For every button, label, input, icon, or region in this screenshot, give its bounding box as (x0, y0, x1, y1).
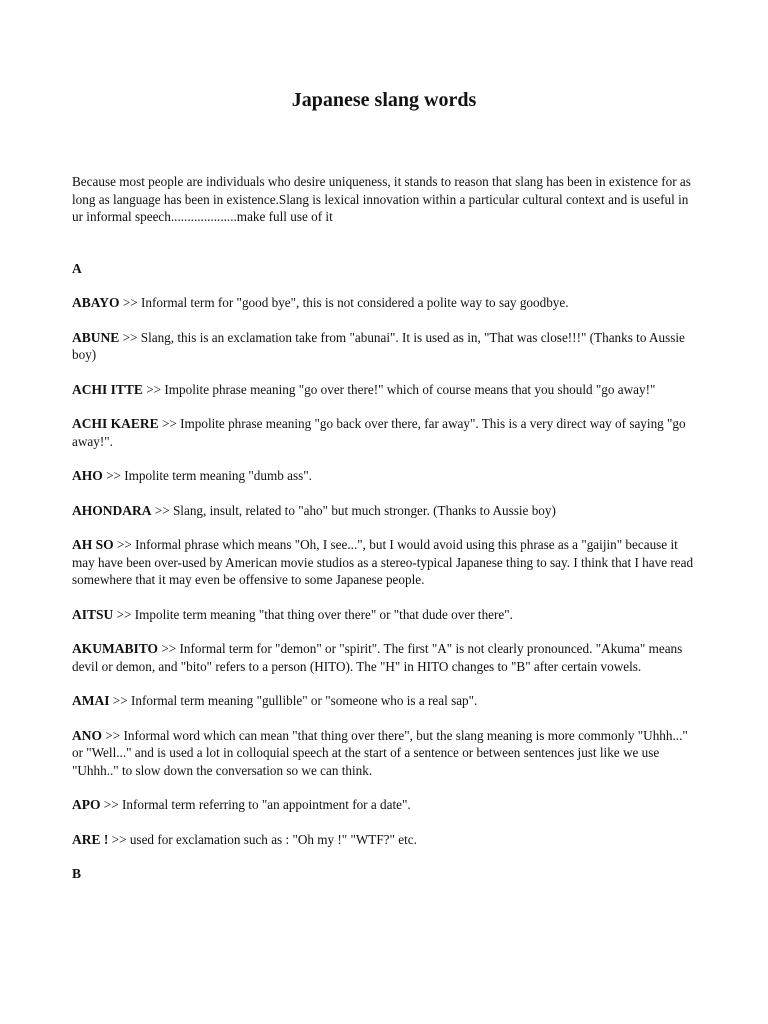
entry-term: AMAI (72, 693, 110, 708)
entry-term: ABAYO (72, 295, 120, 310)
entry-term: ANO (72, 727, 102, 743)
entry-term: ARE ! (72, 831, 109, 847)
entry-definition: >> used for exclamation such as : "Oh my !" "WTF?" etc. (108, 831, 417, 847)
entry-definition: >> Slang, this is an exclamation take from "abunai". It is used as in, "That was close!!!" (Thanks to Aussie boy) (72, 329, 685, 362)
entry-aho (72, 467, 702, 485)
section-letter-b: B (72, 866, 82, 881)
entry-term: ABUNE (72, 329, 120, 345)
entry-definition: >> Informal term for "demon" or "spirit". The first "A" is not clearly pronounced. "Akuma" means devil or demon, and "bito" refers to a person (HITO). The "H" in HITO changes to "B" after certain vowels. (72, 641, 683, 674)
entry-are (72, 831, 702, 849)
entry-ah-so (72, 536, 702, 589)
entry-definition: >> Impolite phrase meaning "go back over there, far away". This is a very direct way of saying "go away!". (72, 416, 686, 449)
entry-abune (72, 329, 702, 364)
entry-definition: >> Informal term meaning "gullible" or "someone who is a real sap". (109, 693, 478, 708)
section-letter-a: A (72, 260, 82, 276)
intro-paragraph: Because most people are individuals who desire uniqueness, it stands to reason that slang has been in existence for as long as language has been in existence.Slang is lexical innovation within a particular cultural context and is useful in ur informal speech....................make full use of it (72, 174, 691, 224)
entry-definition: >> Informal term for "good bye", this is not considered a polite way to say goodbye. (119, 295, 569, 310)
entry-ano (72, 727, 702, 780)
entry-definition: >> Impolite term meaning "dumb ass". (102, 468, 312, 483)
entry-definition: >> Impolite phrase meaning "go over there!" which of course means that you should "go away!" (142, 381, 656, 397)
entry-definition: >> Impolite term meaning "that thing over there" or "that dude over there". (113, 606, 513, 622)
entry-term: APO (72, 797, 101, 812)
entry-achi-kaere (72, 415, 702, 450)
entry-term: AITSU (72, 606, 114, 622)
entry-akumabito (72, 640, 702, 675)
entry-term: AKUMABITO (72, 641, 159, 656)
entry-aitsu (72, 606, 702, 624)
entry-definition: >> Informal word which can mean "that thing over there", but the slang meaning is more commonly "Uhhh..." or "Well..." and is used a lot in colloquial speech at the start of a sentence or between sentences just like we use "Uhhh.." to slow down the conversation so we can think. (72, 727, 688, 778)
entry-definition: >> Slang, insult, related to "aho" but much stronger. (Thanks to Aussie boy) (151, 502, 556, 518)
document-body (72, 173, 702, 900)
entry-definition: >> Informal term referring to "an appointment for a date". (100, 797, 411, 812)
entry-term: AHO (72, 468, 103, 483)
entry-term: AH SO (72, 537, 114, 552)
entry-ahondara (72, 502, 702, 520)
entry-term: ACHI KAERE (72, 416, 159, 431)
entry-definition: >> Informal phrase which means "Oh, I see...", but I would avoid using this phrase as a "gaijin" because it may have been over-used by American movie studios as a stereo-typical Japanese thing to say. I think that I have read somewhere that it may even be offensive to some Japanese people. (72, 537, 694, 587)
entry-term: ACHI ITTE (72, 381, 143, 397)
entry-apo (72, 796, 702, 814)
entry-term: AHONDARA (72, 502, 152, 518)
entry-achi-itte (72, 381, 702, 399)
entry-abayo (72, 294, 702, 312)
page-title: Japanese slang words (291, 89, 477, 111)
entry-amai (72, 692, 702, 710)
